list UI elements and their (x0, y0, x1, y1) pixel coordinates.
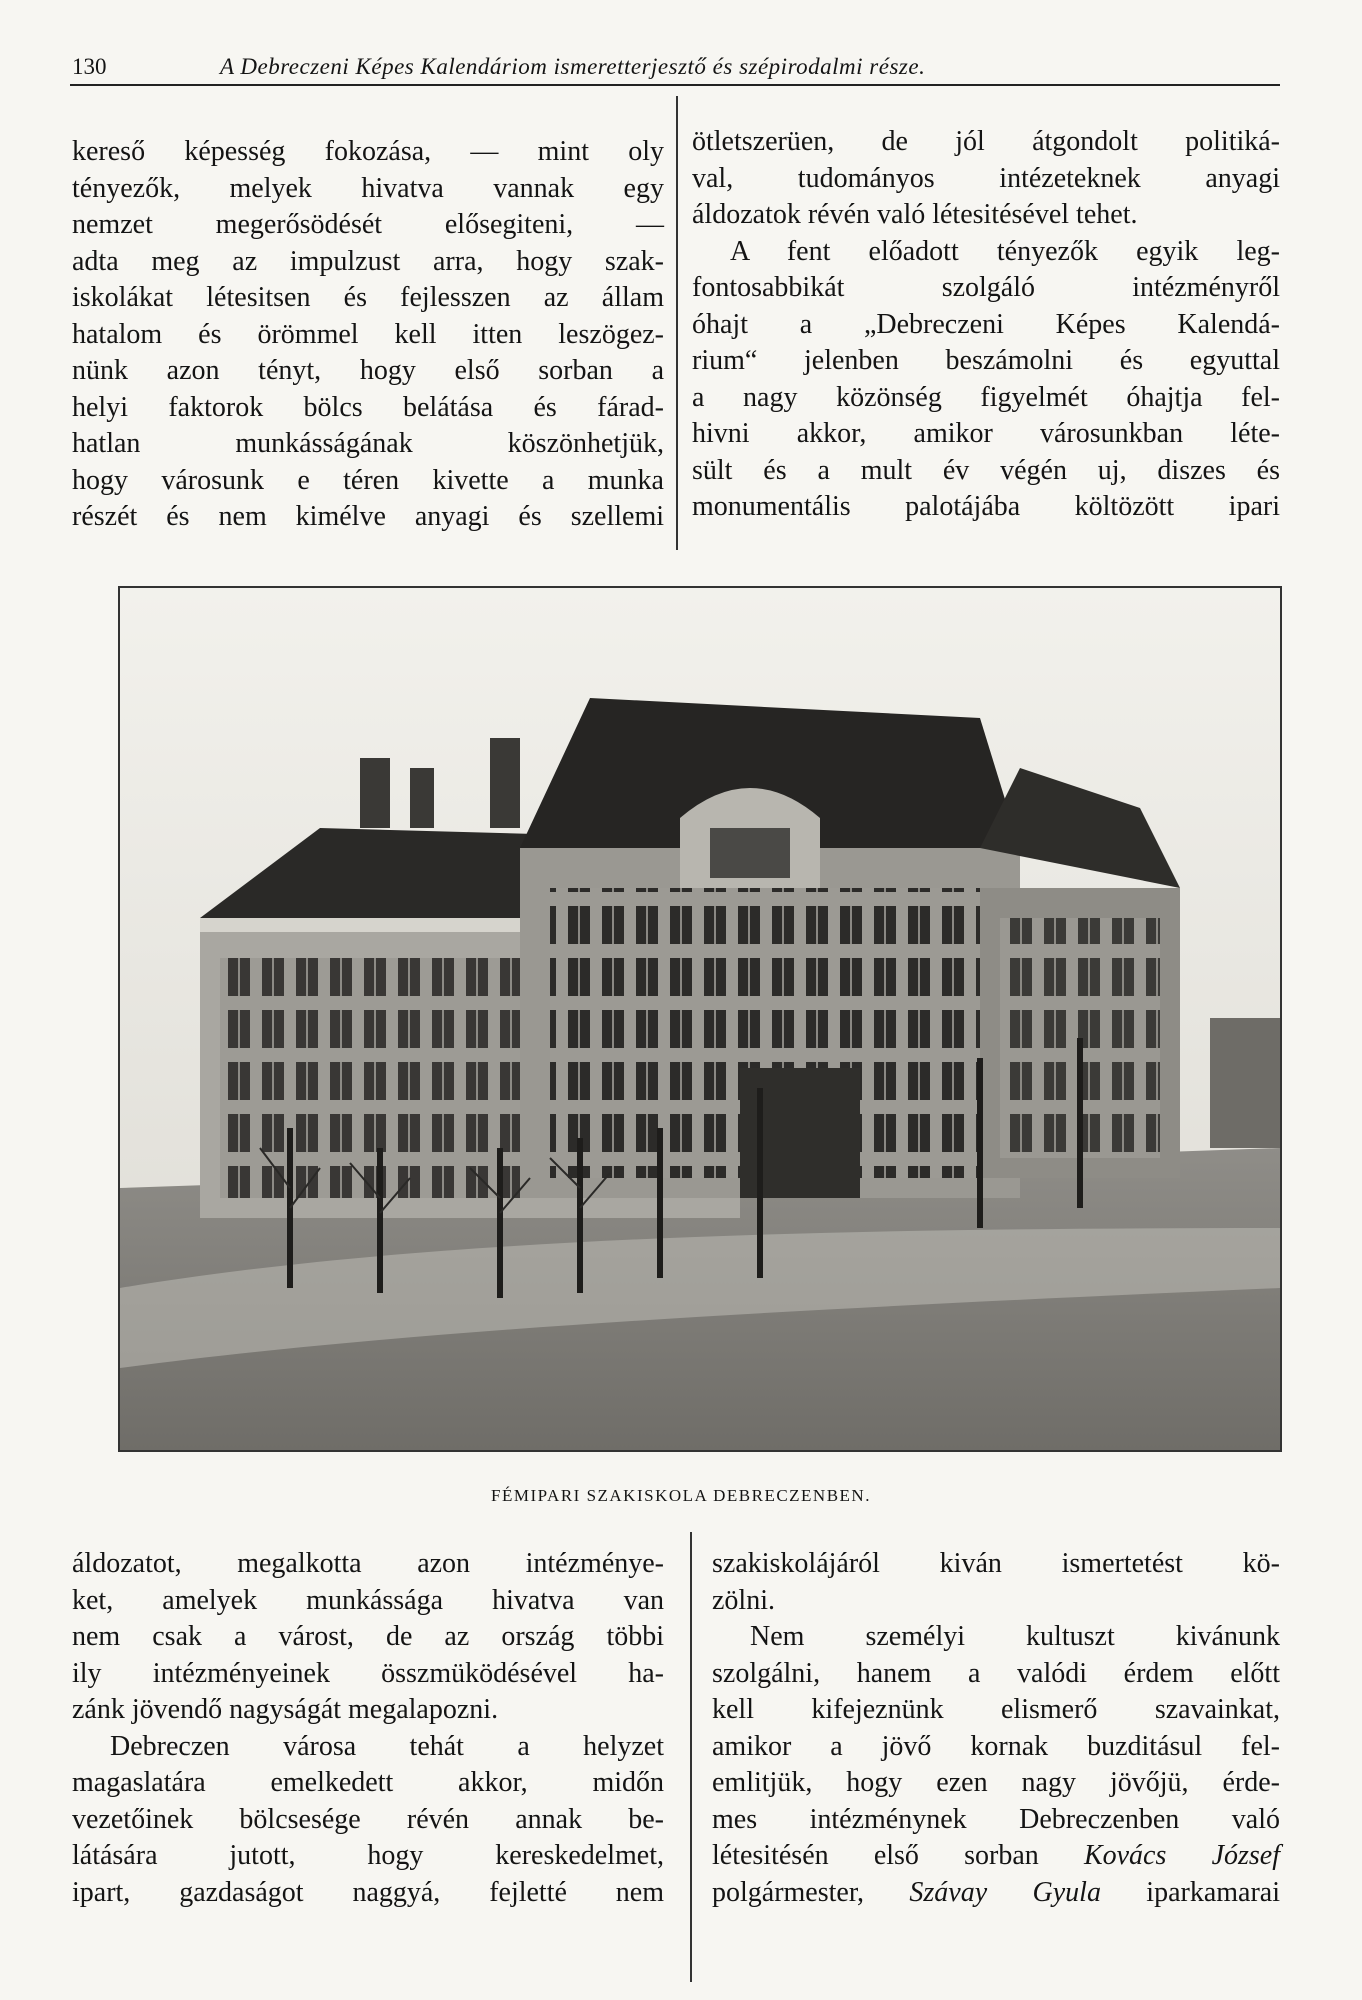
text-line: A fent előadott tényezők egyik leg- (730, 235, 1280, 267)
text-line: val, tudományos intézeteknek anyagi (692, 162, 1280, 194)
text-line: helyi faktorok bölcs belátása és fárad- (72, 391, 664, 423)
text-line: sült és a mult év végén uj, diszes és (692, 454, 1280, 486)
text-line: nünk azon tényt, hogy első sorban a (72, 355, 664, 386)
text-run: iparkamarai (1100, 1876, 1281, 1908)
text-line: monumentális palotájába költözött ipari (692, 491, 1280, 522)
page-number: 130 (72, 54, 107, 79)
text-line: vezetőinek bölcsesége révén annak be- (72, 1803, 664, 1835)
text-line: Nem személyi kultuszt kivánunk (750, 1621, 1280, 1652)
text-line: áldozatot, megalkotta azon intézménye- (72, 1548, 664, 1579)
text-line: áldozatok révén való létesitésével tehet. (692, 199, 1138, 230)
page-header (70, 44, 1280, 86)
text-line: ipart, gazdaságot naggyá, fejletté nem (72, 1876, 664, 1908)
text-line: hivni akkor, amikor városunkban léte- (692, 418, 1280, 449)
text-line: rium“ jelenben beszámolni és egyuttal (692, 345, 1280, 376)
text-line: iskolákat létesitsen és fejlesszen az állam (72, 282, 664, 313)
person-name: Szávay Gyula (909, 1876, 1101, 1908)
text-line: amikor a jövő kornak buzditásul fel- (712, 1730, 1280, 1762)
column-divider-bottom (690, 1532, 692, 1982)
bottom-left-column (72, 1546, 664, 1911)
text-line: tényezők, melyek hivatva vannak egy (72, 172, 664, 204)
text-line: hogy városunk e téren kivette a munka (72, 464, 664, 496)
text-line: látására jutott, hogy kereskedelmet, (72, 1840, 664, 1871)
text-line: ket, amelyek munkássága hivatva van (72, 1584, 664, 1616)
text-run: polgármester, (712, 1876, 910, 1908)
text-line: ötletszerüen, de jól átgondolt politiká- (692, 126, 1280, 157)
school-building-photo (118, 586, 1282, 1452)
text-line: nemzet megerősödését elősegiteni, — (72, 209, 664, 240)
text-line: adta meg az impulzust arra, hogy szak- (72, 245, 664, 277)
text-line (712, 1838, 1280, 1875)
person-name: Kovács József (1083, 1840, 1280, 1871)
text-line: magaslatára emelkedett akkor, midőn (72, 1767, 664, 1798)
text-line: szakiskolájáról kiván ismertetést kö- (712, 1548, 1280, 1579)
building-illustration (120, 588, 1280, 1450)
text-line: zánk jövendő nagyságát megalapozni. (72, 1694, 499, 1725)
column-divider-top (676, 96, 678, 550)
text-line: mes intézménynek Debreczenben való (712, 1803, 1280, 1835)
text-run: létesitésén első sorban (712, 1840, 1084, 1871)
text-line: a nagy közönség figyelmét óhajtja fel- (692, 381, 1280, 413)
text-line: óhajt a „Debreczeni Képes Kalendá- (692, 308, 1280, 340)
text-line: fontosabbikát szolgáló intézményről (692, 272, 1280, 303)
text-line: hatlan munkásságának köszönhetjük, (72, 428, 664, 459)
text-line: kell kifejeznünk elismerő szavainkat, (712, 1694, 1280, 1725)
top-right-column (692, 124, 1280, 526)
text-line: szolgálni, hanem a valódi érdem előtt (712, 1657, 1280, 1689)
text-line (712, 1875, 1280, 1912)
text-line: kereső képesség fokozása, — mint oly (72, 136, 664, 167)
photo-caption: FÉMIPARI SZAKISKOLA DEBRECZENBEN. (491, 1486, 871, 1505)
text-line: nem csak a várost, de az ország többi (72, 1621, 664, 1652)
text-line: részét és nem kimélve anyagi és szellemi (72, 501, 664, 532)
text-line: Debreczen városa tehát a helyzet (110, 1730, 664, 1762)
running-title: A Debreczeni Képes Kalendáriom ismeretterjesztő és szépirodalmi része. (220, 54, 926, 79)
top-left-column (72, 134, 664, 536)
text-line: ily intézményeinek összmüködésével ha- (72, 1657, 664, 1689)
text-line: hatalom és örömmel kell itten leszögez- (72, 318, 664, 350)
bottom-right-column (712, 1546, 1280, 1911)
text-line: emlitjük, hogy ezen nagy jövőjü, érde- (712, 1767, 1280, 1798)
text-line: zölni. (712, 1584, 775, 1616)
